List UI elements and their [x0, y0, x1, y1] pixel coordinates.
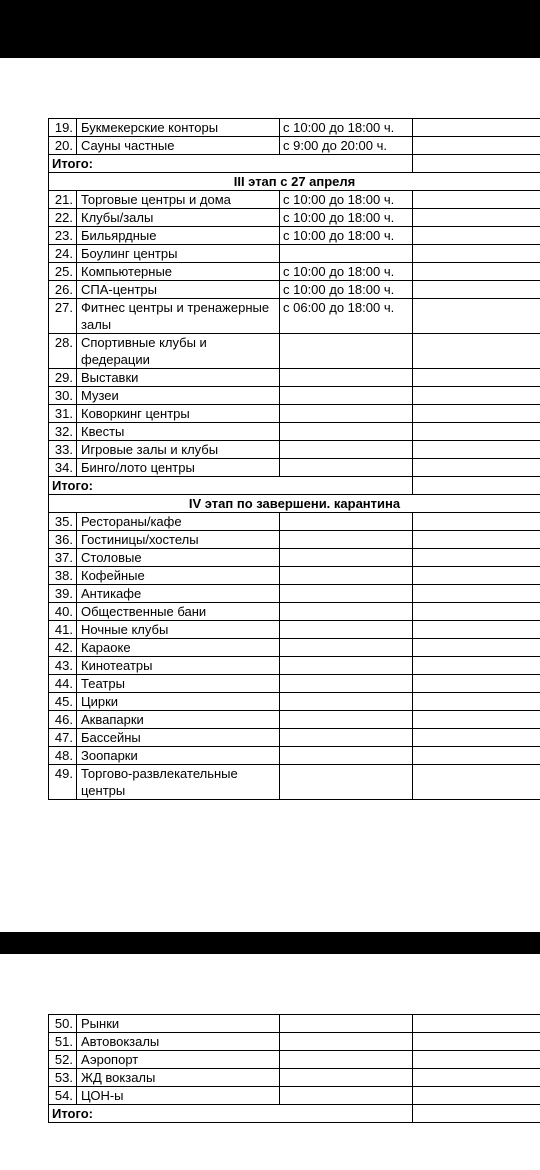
facility-name: Зоопарки	[77, 747, 280, 765]
total-label: Итого:	[49, 1105, 413, 1123]
row-number: 42.	[49, 639, 77, 657]
table-row	[49, 441, 540, 459]
row-number: 20.	[49, 137, 77, 155]
facility-name: Рестораны/кафе	[77, 513, 280, 531]
row-number: 23.	[49, 227, 77, 245]
row-number: 21.	[49, 191, 77, 209]
facility-name: Бильярдные	[77, 227, 280, 245]
total-row	[49, 1105, 540, 1123]
facility-name: Бинго/лото центры	[77, 459, 280, 477]
empty-cell	[413, 369, 540, 387]
working-hours	[280, 531, 413, 549]
table-row	[49, 747, 540, 765]
empty-cell	[413, 387, 540, 405]
facility-name: Кинотеатры	[77, 657, 280, 675]
working-hours: с 10:00 до 18:00 ч.	[280, 281, 413, 299]
total-row	[49, 155, 540, 173]
empty-cell	[413, 119, 540, 137]
row-number: 24.	[49, 245, 77, 263]
facility-name: Кофейные	[77, 567, 280, 585]
facility-name: Антикафе	[77, 585, 280, 603]
working-hours: с 10:00 до 18:00 ч.	[280, 263, 413, 281]
working-hours	[280, 585, 413, 603]
row-number: 39.	[49, 585, 77, 603]
facility-name: Торгово-развлекательные центры	[77, 765, 280, 800]
table-row	[49, 531, 540, 549]
row-number: 32.	[49, 423, 77, 441]
empty-cell	[413, 747, 540, 765]
empty-cell	[413, 245, 540, 263]
table-row	[49, 459, 540, 477]
empty-cell	[413, 729, 540, 747]
facility-name: Фитнес центры и тренажерные залы	[77, 299, 280, 334]
working-hours	[280, 693, 413, 711]
empty-cell	[413, 711, 540, 729]
total-label: Итого:	[49, 155, 413, 173]
total-label: Итого:	[49, 477, 413, 495]
empty-cell	[413, 423, 540, 441]
row-number: 19.	[49, 119, 77, 137]
facility-name: Коворкинг центры	[77, 405, 280, 423]
facility-name: Общественные бани	[77, 603, 280, 621]
stage-title: III этап с 27 апреля	[49, 173, 540, 191]
empty-cell	[413, 675, 540, 693]
empty-cell	[413, 1015, 540, 1033]
empty-cell	[413, 459, 540, 477]
working-hours	[280, 334, 413, 369]
working-hours	[280, 441, 413, 459]
empty-cell	[413, 549, 540, 567]
facility-name: Выставки	[77, 369, 280, 387]
row-number: 22.	[49, 209, 77, 227]
facility-name: Букмекерские конторы	[77, 119, 280, 137]
stage-header-row	[49, 173, 540, 191]
facility-name: Квесты	[77, 423, 280, 441]
table-row	[49, 281, 540, 299]
row-number: 28.	[49, 334, 77, 369]
row-number: 33.	[49, 441, 77, 459]
row-number: 41.	[49, 621, 77, 639]
working-hours	[280, 245, 413, 263]
page-separator-bar	[0, 932, 540, 954]
facility-name: Столовые	[77, 549, 280, 567]
row-number: 54.	[49, 1087, 77, 1105]
empty-cell	[413, 1051, 540, 1069]
working-hours	[280, 513, 413, 531]
working-hours: с 9:00 до 20:00 ч.	[280, 137, 413, 155]
working-hours	[280, 459, 413, 477]
working-hours	[280, 729, 413, 747]
table-row	[49, 639, 540, 657]
table-row	[49, 387, 540, 405]
facility-name: Бассейны	[77, 729, 280, 747]
facility-name: Ночные клубы	[77, 621, 280, 639]
stage-header-row	[49, 495, 540, 513]
facility-name: Спортивные клубы и федерации	[77, 334, 280, 369]
empty-cell	[413, 531, 540, 549]
facility-name: Сауны частные	[77, 137, 280, 155]
row-number: 25.	[49, 263, 77, 281]
facility-name: Торговые центры и дома	[77, 191, 280, 209]
working-hours	[280, 423, 413, 441]
row-number: 49.	[49, 765, 77, 800]
empty-cell	[413, 334, 540, 369]
total-value-cell	[413, 155, 540, 173]
empty-cell	[413, 1087, 540, 1105]
facility-name: ЦОН-ы	[77, 1087, 280, 1105]
table-row	[49, 191, 540, 209]
empty-cell	[413, 405, 540, 423]
empty-cell	[413, 1069, 540, 1087]
row-number: 44.	[49, 675, 77, 693]
empty-cell	[413, 513, 540, 531]
facility-name: Аэропорт	[77, 1051, 280, 1069]
table-row	[49, 1069, 540, 1087]
facility-name: ЖД вокзалы	[77, 1069, 280, 1087]
empty-cell	[413, 693, 540, 711]
working-hours	[280, 657, 413, 675]
row-number: 36.	[49, 531, 77, 549]
working-hours	[280, 549, 413, 567]
table-row	[49, 405, 540, 423]
empty-cell	[413, 567, 540, 585]
row-number: 52.	[49, 1051, 77, 1069]
row-number: 35.	[49, 513, 77, 531]
table-row	[49, 765, 540, 800]
empty-cell	[413, 765, 540, 800]
schedule-table-page-1	[48, 118, 540, 800]
facility-name: Караоке	[77, 639, 280, 657]
empty-cell	[413, 639, 540, 657]
facility-name: Игровые залы и клубы	[77, 441, 280, 459]
working-hours	[280, 621, 413, 639]
table-row	[49, 334, 540, 369]
table-row	[49, 263, 540, 281]
empty-cell	[413, 441, 540, 459]
table-row	[49, 585, 540, 603]
table-row	[49, 567, 540, 585]
working-hours	[280, 387, 413, 405]
facility-name: Рынки	[77, 1015, 280, 1033]
row-number: 47.	[49, 729, 77, 747]
table-row	[49, 1051, 540, 1069]
working-hours: с 10:00 до 18:00 ч.	[280, 119, 413, 137]
facility-name: Компьютерные	[77, 263, 280, 281]
row-number: 38.	[49, 567, 77, 585]
row-number: 40.	[49, 603, 77, 621]
table-row	[49, 729, 540, 747]
working-hours	[280, 1069, 413, 1087]
row-number: 34.	[49, 459, 77, 477]
empty-cell	[413, 585, 540, 603]
working-hours	[280, 711, 413, 729]
row-number: 27.	[49, 299, 77, 334]
facility-name: Боулинг центры	[77, 245, 280, 263]
facility-name: Театры	[77, 675, 280, 693]
row-number: 51.	[49, 1033, 77, 1051]
table-row	[49, 119, 540, 137]
empty-cell	[413, 657, 540, 675]
working-hours	[280, 567, 413, 585]
table-row	[49, 209, 540, 227]
working-hours: с 10:00 до 18:00 ч.	[280, 209, 413, 227]
table-row	[49, 1087, 540, 1105]
table-row	[49, 711, 540, 729]
stage-title: IV этап по завершени. карантина	[49, 495, 540, 513]
table-row	[49, 423, 540, 441]
working-hours: с 10:00 до 18:00 ч.	[280, 227, 413, 245]
table-row	[49, 245, 540, 263]
empty-cell	[413, 227, 540, 245]
facility-name: Автовокзалы	[77, 1033, 280, 1051]
table-row	[49, 549, 540, 567]
table-row	[49, 513, 540, 531]
row-number: 30.	[49, 387, 77, 405]
working-hours	[280, 1033, 413, 1051]
facility-name: СПА-центры	[77, 281, 280, 299]
facility-name: Аквапарки	[77, 711, 280, 729]
row-number: 50.	[49, 1015, 77, 1033]
working-hours	[280, 1087, 413, 1105]
row-number: 37.	[49, 549, 77, 567]
empty-cell	[413, 621, 540, 639]
empty-cell	[413, 263, 540, 281]
working-hours	[280, 369, 413, 387]
row-number: 53.	[49, 1069, 77, 1087]
working-hours	[280, 747, 413, 765]
row-number: 46.	[49, 711, 77, 729]
working-hours	[280, 1015, 413, 1033]
total-row	[49, 477, 540, 495]
table-row	[49, 1015, 540, 1033]
facility-name: Гостиницы/хостелы	[77, 531, 280, 549]
working-hours: с 10:00 до 18:00 ч.	[280, 191, 413, 209]
working-hours	[280, 603, 413, 621]
empty-cell	[413, 137, 540, 155]
facility-name: Музеи	[77, 387, 280, 405]
table-row	[49, 621, 540, 639]
table-row	[49, 299, 540, 334]
working-hours	[280, 639, 413, 657]
empty-cell	[413, 191, 540, 209]
empty-cell	[413, 603, 540, 621]
top-black-bar	[0, 0, 540, 58]
empty-cell	[413, 1033, 540, 1051]
row-number: 29.	[49, 369, 77, 387]
empty-cell	[413, 299, 540, 334]
table-row	[49, 657, 540, 675]
total-value-cell	[413, 1105, 540, 1123]
empty-cell	[413, 209, 540, 227]
table-row	[49, 675, 540, 693]
table-row	[49, 693, 540, 711]
working-hours	[280, 1051, 413, 1069]
table-row	[49, 369, 540, 387]
row-number: 45.	[49, 693, 77, 711]
working-hours	[280, 675, 413, 693]
working-hours: с 06:00 до 18:00 ч.	[280, 299, 413, 334]
table-row	[49, 137, 540, 155]
row-number: 26.	[49, 281, 77, 299]
table-row	[49, 1033, 540, 1051]
row-number: 31.	[49, 405, 77, 423]
empty-cell	[413, 281, 540, 299]
row-number: 43.	[49, 657, 77, 675]
facility-name: Клубы/залы	[77, 209, 280, 227]
schedule-table-page-2	[48, 1014, 540, 1123]
total-value-cell	[413, 477, 540, 495]
row-number: 48.	[49, 747, 77, 765]
table-row	[49, 227, 540, 245]
facility-name: Цирки	[77, 693, 280, 711]
table-row	[49, 603, 540, 621]
working-hours	[280, 765, 413, 800]
working-hours	[280, 405, 413, 423]
